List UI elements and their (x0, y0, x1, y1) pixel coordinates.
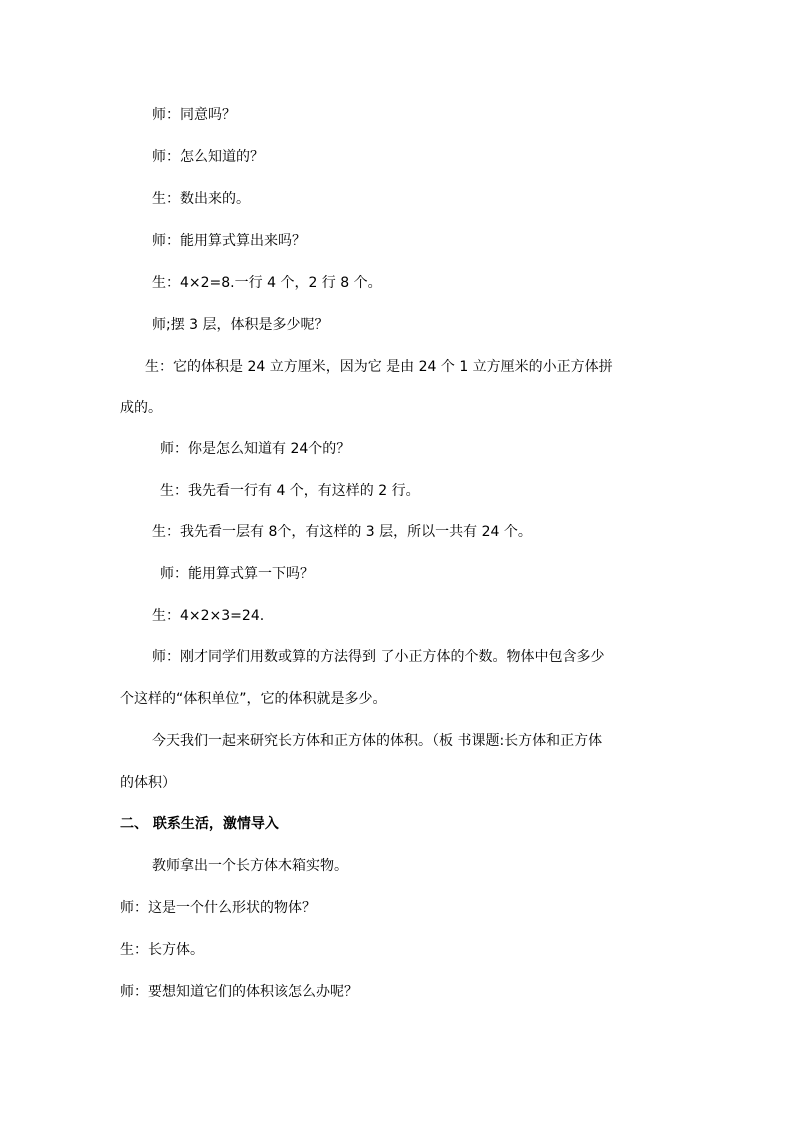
text-line: 个这样的“体积单位”，它的体积就是多少。 (120, 691, 387, 707)
text-line: 师：刚才同学们用数或算的方法得到 了小正方体的个数。物体中包含多少 (152, 649, 605, 665)
section-heading: 二、 联系生活，激情导入 (120, 816, 279, 832)
text-line: 生：它的体积是 24 立方厘米，因为它 是由 24 个 1 立方厘米的小正方体拼 (145, 359, 613, 375)
text-line: 生：数出来的。 (152, 191, 250, 207)
text-line: 生：4×2×3=24. (152, 608, 265, 624)
text-line: 教师拿出一个长方体木箱实物。 (152, 858, 348, 874)
text-line: 师：要想知道它们的体积该怎么办呢？ (120, 984, 358, 1000)
text-line: 生：我先看一层有 8个，有这样的 3 层，所以一共有 24 个。 (152, 524, 532, 540)
text-line: 师：你是怎么知道有 24个的？ (160, 441, 351, 457)
text-line: 师;摆 3 层，体积是多少呢？ (152, 317, 329, 333)
text-line: 师：能用算式算一下吗？ (160, 566, 314, 582)
text-line: 师：能用算式算出来吗？ (152, 233, 306, 249)
text-line: 生：长方体。 (120, 942, 204, 958)
text-line: 成的。 (120, 400, 162, 416)
text-line: 师：同意吗？ (152, 107, 236, 123)
text-line: 生：4×2=8.一行 4 个，2 行 8 个。 (152, 275, 382, 291)
text-line: 师：怎么知道的？ (152, 149, 264, 165)
text-line: 今天我们一起来研究长方体和正方体的体积。（板 书课题:长方体和正方体 (152, 733, 603, 749)
text-line: 生：我先看一行有 4 个，有这样的 2 行。 (160, 483, 420, 499)
text-line: 师：这是一个什么形状的物体？ (120, 900, 316, 916)
text-line: 的体积） (120, 775, 176, 791)
